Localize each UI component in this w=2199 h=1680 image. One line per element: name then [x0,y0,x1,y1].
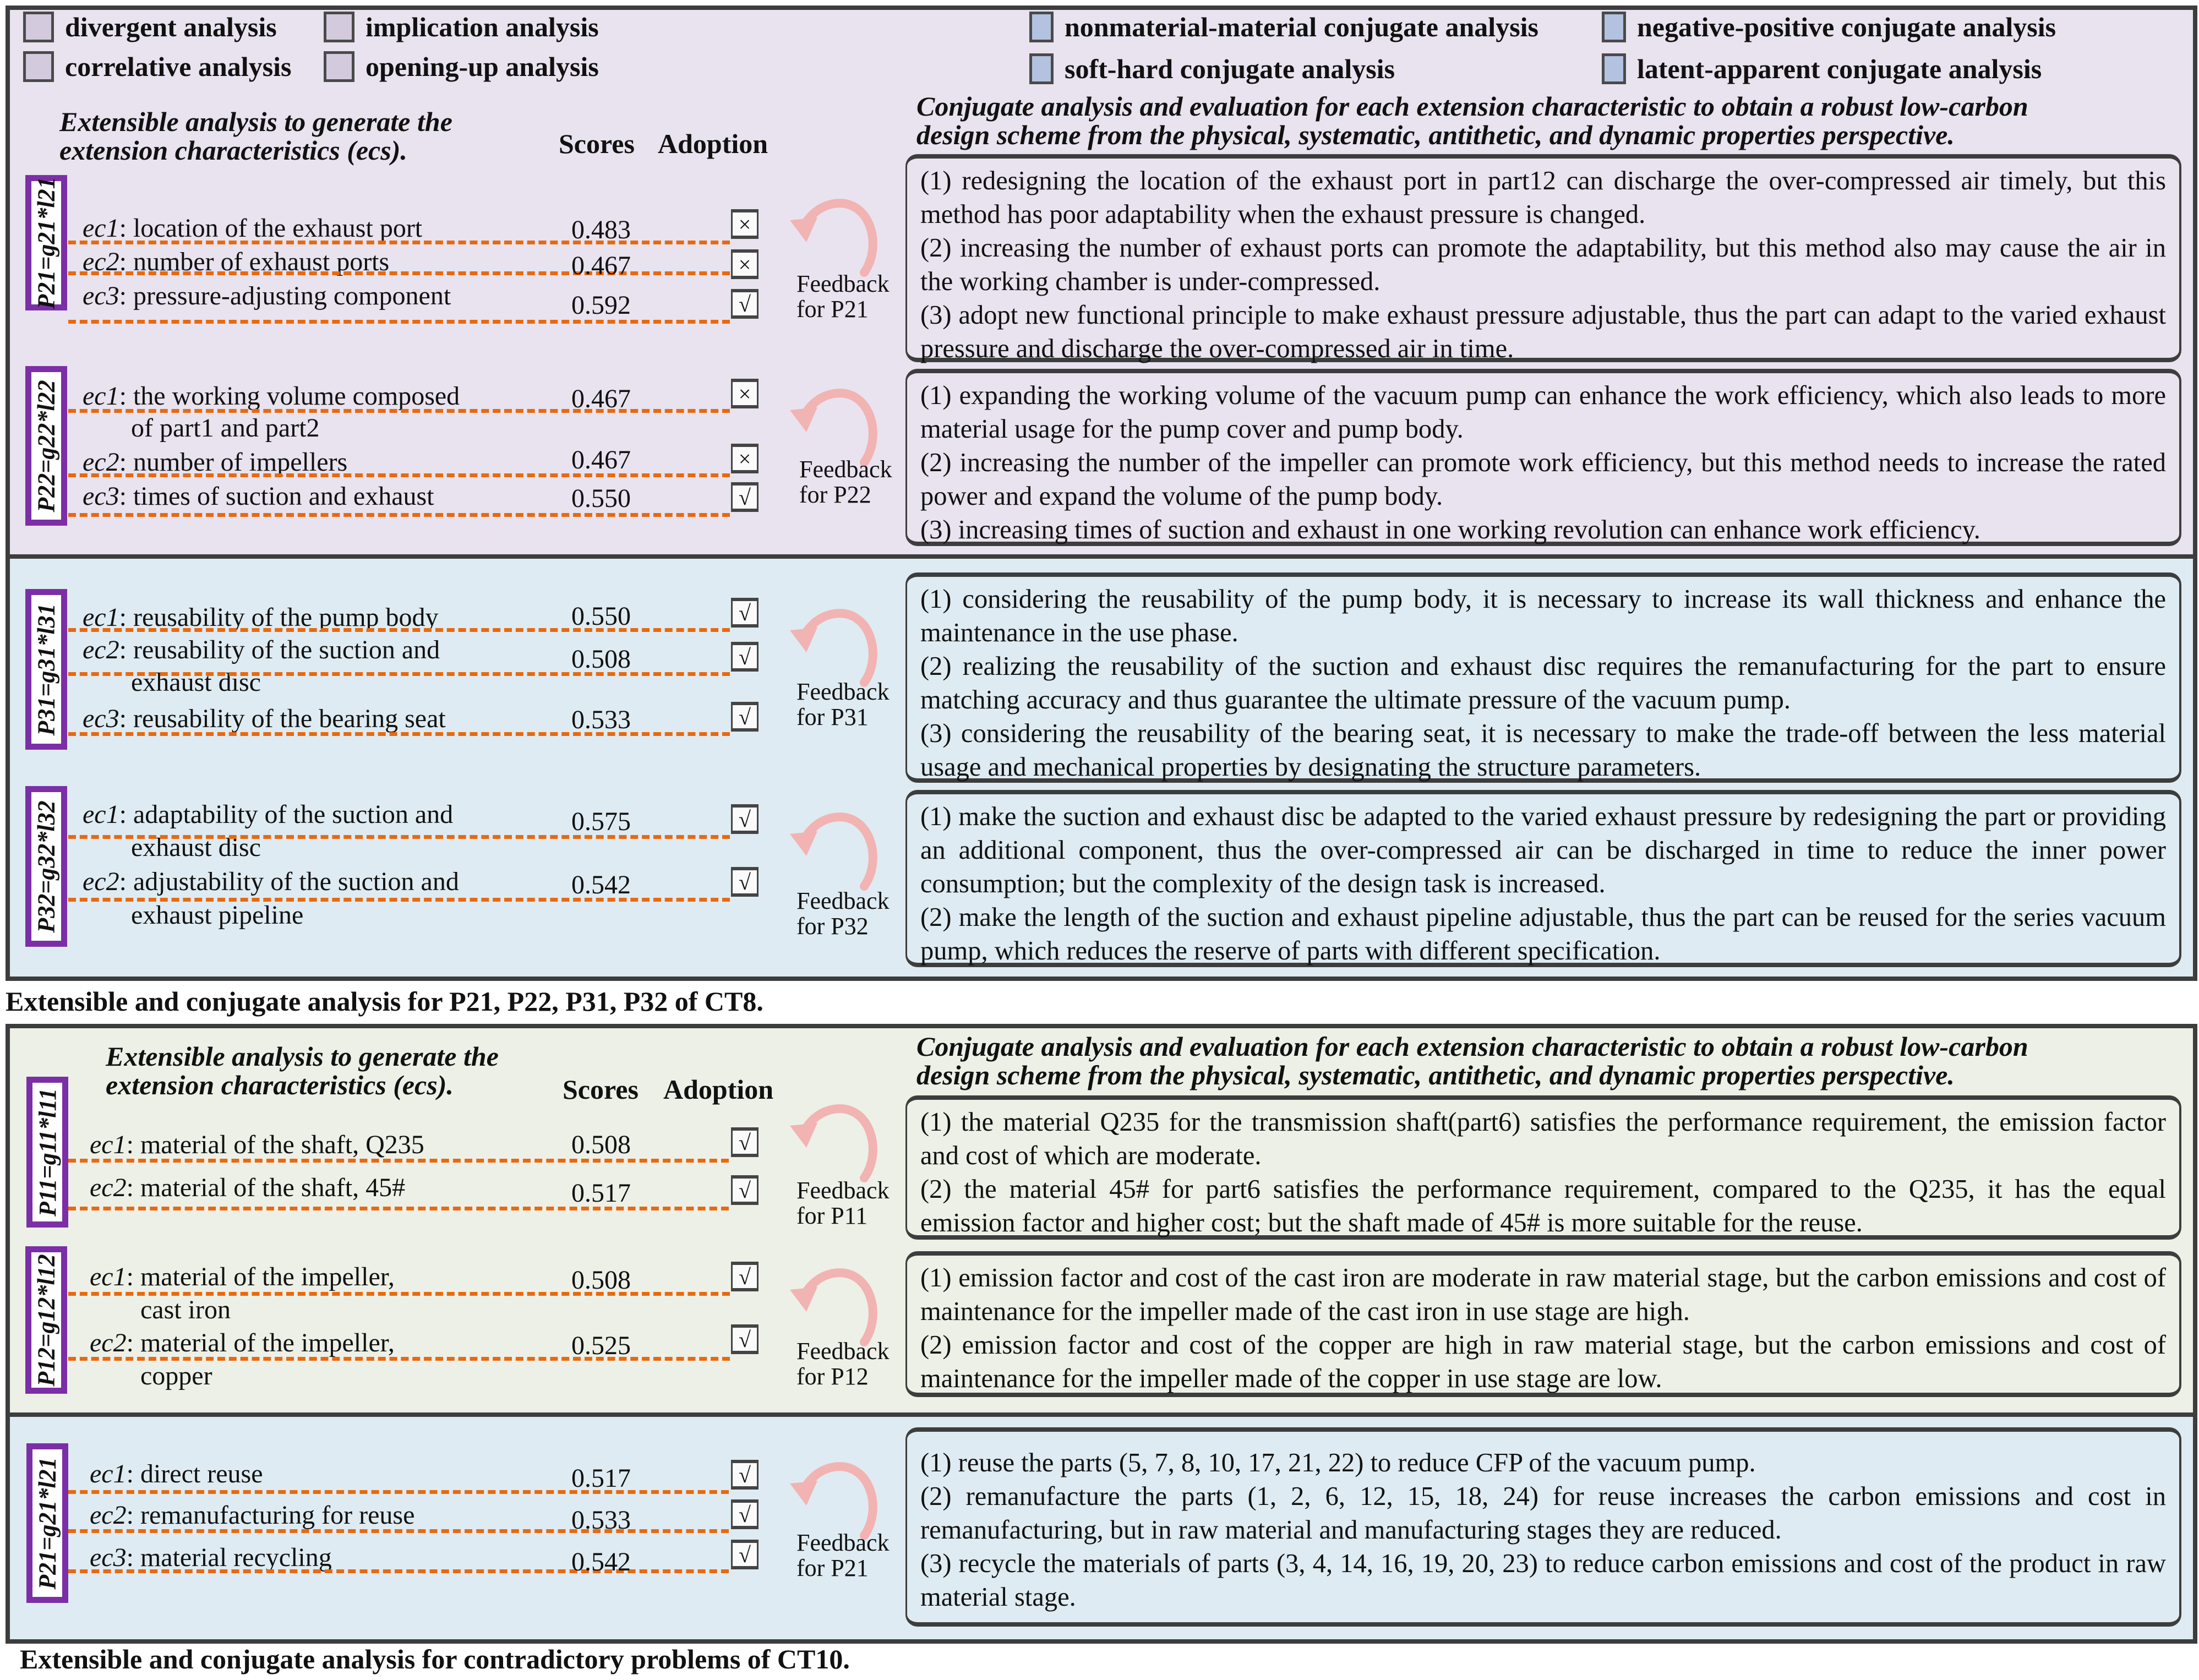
adoption-checkbox[interactable]: × [731,444,759,473]
ec-score: 0.533 [571,1506,631,1535]
conjugate-textbox: (1) considering the reusability of the pump body, it is necessary to increase its wall thickness and enhance the maintenance in the use phase. (2) realizing the reusability of the suction and exhaust disc requires the remanufacturing for the part to ensure matching accuracy and thus guarantee the ultimate pressure of the vacuum pump. (3) considering the reusability of the bearing seat, it is necessary to make the trade-off between the less material usage and mechanical properties by designating the structure parameters. [905,572,2181,783]
legend-nonmaterial-material: nonmaterial-material conjugate analysis [1029,11,1538,43]
problem-box-p22: P22=g22*l22 [25,366,67,526]
ec-row-label: ec2: adjustability of the suction and [83,867,459,896]
conjugate-textbox: (1) make the suction and exhaust disc be adapted to the varied exhaust pressure by redesigning the part or providing an additional component, thus the over-compressed air can be discharged in time to reduce the inner power consumption; but the complexity of the design task is increased. (2) make the length of the suction and exhaust pipeline adjustable, thus the part can be reused for the series vacuum pump, which reduces the reserve of parts with different specification. [905,790,2181,967]
adoption-checkbox[interactable]: √ [731,702,759,732]
legend-opening-up: opening-up analysis [324,51,599,83]
ec-score: 0.550 [571,602,631,631]
scores-header: Scores [563,1074,639,1105]
ec-score: 0.517 [571,1179,631,1208]
adoption-checkbox[interactable]: √ [731,1324,759,1354]
ec-row-label: ec2: material of the impeller, [90,1328,395,1357]
adoption-checkbox[interactable]: √ [731,804,759,834]
ec-row-label: ec2: remanufacturing for reuse [90,1501,415,1530]
conjugate-textbox: (1) the material Q235 for the transmission shaft(part6) satisfies the performance requirement, the emission factor and cost of which are moderate. (2) the material 45# for part6 satisfies the performance requirement, compared to the Q235, it has the equal emission factor and higher cost; but the shaft made of 45# is more suitable for the reuse. [905,1095,2181,1240]
feedback-label: Feedback for P11 [796,1177,890,1229]
swatch-icon [324,51,354,82]
ec-row-label: ec3: pressure-adjusting component [83,281,451,310]
extensible-header: Extensible analysis to generate the extension characteristics (ecs). [106,1041,499,1100]
adoption-checkbox[interactable]: √ [731,867,759,897]
legend-divergent: divergent analysis [23,11,277,43]
adoption-checkbox[interactable]: √ [731,1460,759,1490]
legend-implication: implication analysis [324,11,599,43]
adoption-checkbox[interactable]: √ [731,642,759,672]
ec-score: 0.575 [571,807,631,836]
ec-label-continuation: exhaust disc [131,668,261,697]
ec-score: 0.542 [571,1547,631,1577]
ec-label-continuation: copper [140,1361,212,1390]
legend-latent-apparent: latent-apparent conjugate analysis [1602,53,2042,85]
adoption-header: Adoption [658,128,768,159]
figure1-caption: Extensible and conjugate analysis for P21, P22, P31, P32 of CT8. [6,986,763,1017]
adoption-checkbox[interactable]: × [731,209,759,239]
problem-box-p32: P32=g32*l32 [25,786,67,947]
ec-label-continuation: of part1 and part2 [131,413,320,443]
problem-box-p21: P21=g21*l21 [25,175,67,310]
feedback-label: Feedback for P22 [799,456,892,508]
ec-row-label: ec3: material recycling [90,1543,332,1572]
swatch-icon [1602,53,1626,84]
ec-row-label: ec2: reusability of the suction and [83,635,440,664]
ec-score: 0.533 [571,705,631,734]
feedback-label: Feedback for P21 [796,1529,890,1581]
swatch-icon [1602,12,1626,42]
feedback-arrow-icon [787,195,892,278]
conjugate-textbox: (1) reuse the parts (5, 7, 8, 10, 17, 21, 22) to reduce CFP of the vacuum pump. (2) remanufacture the parts (1, 2, 6, 12, 15, 18, 24) for reuse increases the carbon emissions and cost in remanufacturing, but in raw material and manufacturing stages they are reduced. (3) recycle the materials of parts (3, 4, 14, 16, 19, 20, 23) to reduce carbon emissions and cost of the product in raw material stage. [905,1427,2181,1627]
conjugate-header: Conjugate analysis and evaluation for each extension characteristic to obtain a robust low-carbon design scheme from the physical, systematic, antithetic, and dynamic properties perspective. [916,91,2028,150]
conjugate-textbox: (1) expanding the working volume of the vacuum pump can enhance the work efficiency, which also leads to more material usage for the pump cover and pump body. (2) increasing the number of the impeller can promote work efficiency, but this method needs to increase the rated power and expand the volume of the pump body. (3) increasing times of suction and exhaust in one working revolution can enhance work efficiency. [905,369,2181,546]
feedback-label: Feedback for P21 [796,270,890,323]
ec-row-label: ec1: location of the exhaust port [83,214,423,243]
ec-score: 0.550 [571,484,631,513]
adoption-checkbox[interactable]: × [731,379,759,408]
problem-box-p12: P12=g12*l12 [25,1246,67,1394]
ec-row-label: ec2: number of impellers [83,448,348,477]
extensible-header: Extensible analysis to generate the extension characteristics (ecs). [59,106,452,166]
ec-score: 0.508 [571,1266,631,1295]
ec-score: 0.517 [571,1464,631,1493]
conjugate-header: Conjugate analysis and evaluation for each extension characteristic to obtain a robust low-carbon design scheme from the physical, systematic, antithetic, and dynamic properties perspective. [916,1031,2028,1090]
ec-row-label: ec3: times of suction and exhaust [83,482,434,511]
ec-label-continuation: exhaust pipeline [131,901,304,930]
ec-row-label: ec1: the working volume composed [83,381,460,411]
swatch-icon [324,12,354,42]
ec-row-label: ec1: direct reuse [90,1459,263,1488]
ec-dashed-line [68,513,730,517]
ec-row-label: ec3: reusability of the bearing seat [83,704,446,733]
adoption-header: Adoption [663,1074,774,1105]
ec-score: 0.542 [571,870,631,899]
adoption-checkbox[interactable]: √ [731,1499,759,1529]
adoption-checkbox[interactable]: √ [731,1175,759,1205]
figure2-caption: Extensible and conjugate analysis for contradictory problems of CT10. [20,1644,850,1674]
feedback-arrow-icon [787,606,892,688]
adoption-checkbox[interactable]: √ [731,1540,759,1569]
conjugate-textbox: (1) redesigning the location of the exhaust port in part12 can discharge the over-compressed air timely, but this method has poor adaptability when the exhaust pressure is changed. (2) increasing the number of exhaust ports can promote the adaptability, but this method also may cause the air in the working chamber is under-compressed. (3) adopt new functional principle to make exhaust pressure adjustable, thus the part can adapt to the varied exhaust pressure and discharge the over-compressed air in time. [905,154,2181,362]
ec-row-label: ec1: material of the shaft, Q235 [90,1130,424,1159]
ec-row-label: ec1: adaptability of the suction and [83,800,454,829]
ec-score: 0.467 [571,251,631,280]
swatch-icon [23,12,54,42]
adoption-checkbox[interactable]: √ [731,598,759,628]
ec-score: 0.592 [571,291,631,320]
ec-score: 0.467 [571,445,631,474]
swatch-icon [1029,53,1054,84]
legend-correlative: correlative analysis [23,51,292,83]
swatch-icon [1029,12,1054,42]
ec-score: 0.508 [571,1130,631,1159]
feedback-label: Feedback for P32 [796,887,890,940]
adoption-checkbox[interactable]: √ [731,1127,759,1157]
legend-negative-positive: negative-positive conjugate analysis [1602,11,2056,43]
swatch-icon [23,51,54,82]
feedback-label: Feedback for P31 [796,678,890,730]
conjugate-textbox: (1) emission factor and cost of the cast iron are moderate in raw material stage, but the carbon emissions and cost of maintenance for the impeller made of the cast iron in use stage are high. (2) emission factor and cost of the copper are high in raw material stage, but the carbon emissions and cost of maintenance for the impeller made of the copper in use stage are low. [905,1251,2181,1397]
ec-row-label: ec2: material of the shaft, 45# [90,1173,406,1202]
ec-label-continuation: exhaust disc [131,833,261,862]
feedback-label: Feedback for P12 [796,1338,890,1390]
ec-label-continuation: cast iron [140,1295,231,1324]
adoption-checkbox[interactable]: √ [731,1262,759,1291]
ec-row-label: ec2: number of exhaust ports [83,247,390,276]
adoption-checkbox[interactable]: √ [731,482,759,512]
feedback-arrow-icon [787,809,892,892]
feedback-arrow-icon [787,1101,892,1183]
ec-score: 0.483 [571,215,631,244]
ec-dashed-line [68,320,730,324]
adoption-checkbox[interactable]: √ [731,289,759,319]
ec-score: 0.525 [571,1331,631,1360]
ec-score: 0.508 [571,645,631,674]
scores-header: Scores [559,128,635,159]
ec-row-label: ec1: reusability of the pump body [83,603,439,632]
adoption-checkbox[interactable]: × [731,249,759,279]
problem-box-p11: P11=g11*l11 [26,1077,68,1228]
legend-soft-hard: soft-hard conjugate analysis [1029,53,1395,85]
ec-row-label: ec1: material of the impeller, [90,1262,395,1291]
ec-score: 0.467 [571,384,631,413]
problem-box-p21: P21=g21*l21 [26,1443,68,1603]
feedback-arrow-icon [787,1265,892,1348]
problem-box-p31: P31=g31*l31 [25,589,67,750]
